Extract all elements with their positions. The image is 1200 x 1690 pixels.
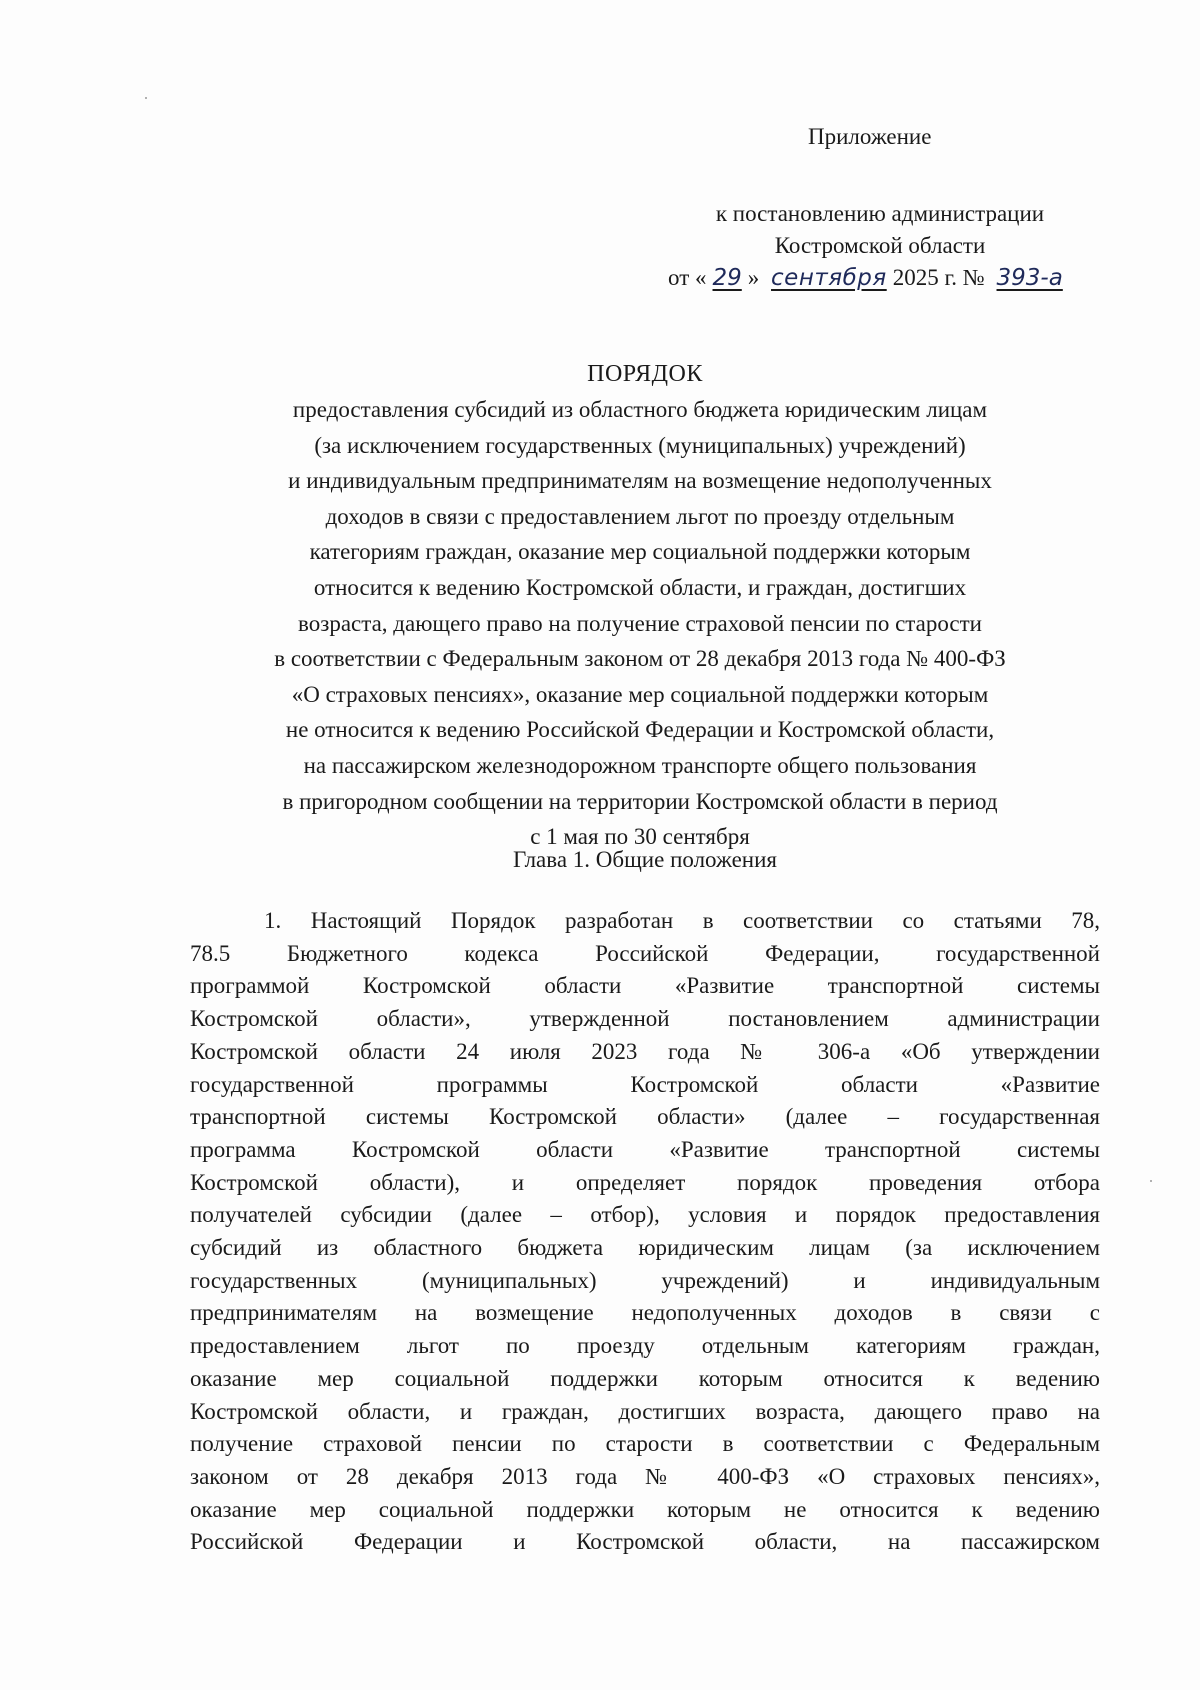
appendix-title: Приложение: [808, 124, 932, 149]
paragraph-1: [190, 905, 1100, 1559]
scan-speck: [1150, 1180, 1152, 1182]
date-year: 2025 г. №: [892, 265, 985, 290]
paragraph-line: 78.5 Бюджетного кодекса Российской Федерации, государственной: [190, 940, 1100, 966]
paragraph-line: государственной программы Костромской области «Развитие: [190, 1071, 1100, 1097]
appendix-date-line: [668, 262, 1090, 294]
paragraph-line: программа Костромской области «Развитие транспортной системы: [190, 1136, 1100, 1162]
paragraph-line: субсидий из областного бюджета юридическим лицам (за исключением: [190, 1235, 1100, 1261]
paragraph-line: предпринимателям на возмещение недополученных доходов в связи с: [190, 1300, 1100, 1326]
paragraph-line: государственных (муниципальных) учреждений) и индивидуальным: [190, 1267, 1100, 1293]
appendix-reference: [670, 198, 1090, 294]
subtitle-line: «О страховых пенсиях», оказание мер социальной поддержки которым: [291, 681, 989, 707]
paragraph-line: Российской Федерации и Костромской области, на пассажирском: [190, 1529, 1100, 1555]
paragraph-line: Костромской области), и определяет порядок проведения отбора: [190, 1169, 1100, 1195]
subtitle-line: возраста, дающего право на получение страховой пенсии по старости: [298, 610, 982, 636]
appendix-line-1: к постановлению администрации: [715, 201, 1045, 226]
paragraph-line: программой Костромской области «Развитие транспортной системы: [190, 973, 1100, 999]
appendix-line-2: Костромской области: [774, 233, 986, 258]
paragraph-line: предоставлением льгот по проезду отдельным категориям граждан,: [190, 1333, 1100, 1359]
paragraph-line: получателей субсидии (далее – отбор), условия и порядок предоставления: [190, 1202, 1100, 1228]
handwritten-day: 29: [712, 265, 742, 291]
paragraph-line: оказание мер социальной поддержки которым относится к ведению: [190, 1365, 1100, 1391]
document-subtitle: [190, 392, 1090, 855]
subtitle-line: на пассажирском железнодорожном транспорте общего пользования: [303, 752, 977, 778]
chapter-heading: Глава 1. Общие положения: [513, 847, 777, 872]
paragraph-line: законом от 28 декабря 2013 года № 400-ФЗ «О страховых пенсиях»,: [190, 1463, 1100, 1489]
subtitle-line: с 1 мая по 30 сентября: [530, 824, 750, 850]
date-close: »: [747, 265, 760, 290]
subtitle-line: доходов в связи с предоставлением льгот по проезду отдельным: [325, 503, 955, 529]
subtitle-line: в соответствии с Федеральным законом от 28 декабря 2013 года № 400-ФЗ: [274, 646, 1006, 672]
subtitle-line: и индивидуальным предпринимателям на возмещение недополученных: [288, 468, 992, 494]
scan-speck: [145, 97, 147, 99]
date-prefix: от «: [668, 265, 707, 290]
paragraph-line: транспортной системы Костромской области» (далее – государственная: [190, 1104, 1100, 1130]
paragraph-line: получение страховой пенсии по старости в соответствии с Федеральным: [190, 1431, 1100, 1457]
subtitle-line: в пригородном сообщении на территории Костромской области в период: [282, 788, 998, 814]
document-title: ПОРЯДОК: [587, 361, 703, 387]
subtitle-line: относится к ведению Костромской области, и граждан, достигших: [313, 574, 967, 600]
paragraph-line: Костромской области, и граждан, достигших возраста, дающего право на: [190, 1398, 1100, 1424]
paragraph-line: Костромской области», утвержденной постановлением администрации: [190, 1006, 1100, 1032]
handwritten-month: сентября: [771, 265, 887, 291]
subtitle-line: предоставления субсидий из областного бюджета юридическим лицам: [292, 397, 988, 422]
subtitle-line: не относится к ведению Российской Федерации и Костромской области,: [285, 717, 995, 743]
paragraph-line: 1. Настоящий Порядок разработан в соответствии со статьями 78,: [264, 908, 1100, 933]
handwritten-number: 393-а: [996, 265, 1063, 291]
subtitle-line: (за исключением государственных (муниципальных) учреждений): [314, 432, 966, 458]
paragraph-line: Костромской области 24 июля 2023 года № 306-а «Об утверждении: [190, 1038, 1100, 1064]
subtitle-line: категориям граждан, оказание мер социальной поддержки которым: [309, 539, 971, 565]
paragraph-line: оказание мер социальной поддержки которым не относится к ведению: [190, 1496, 1100, 1522]
